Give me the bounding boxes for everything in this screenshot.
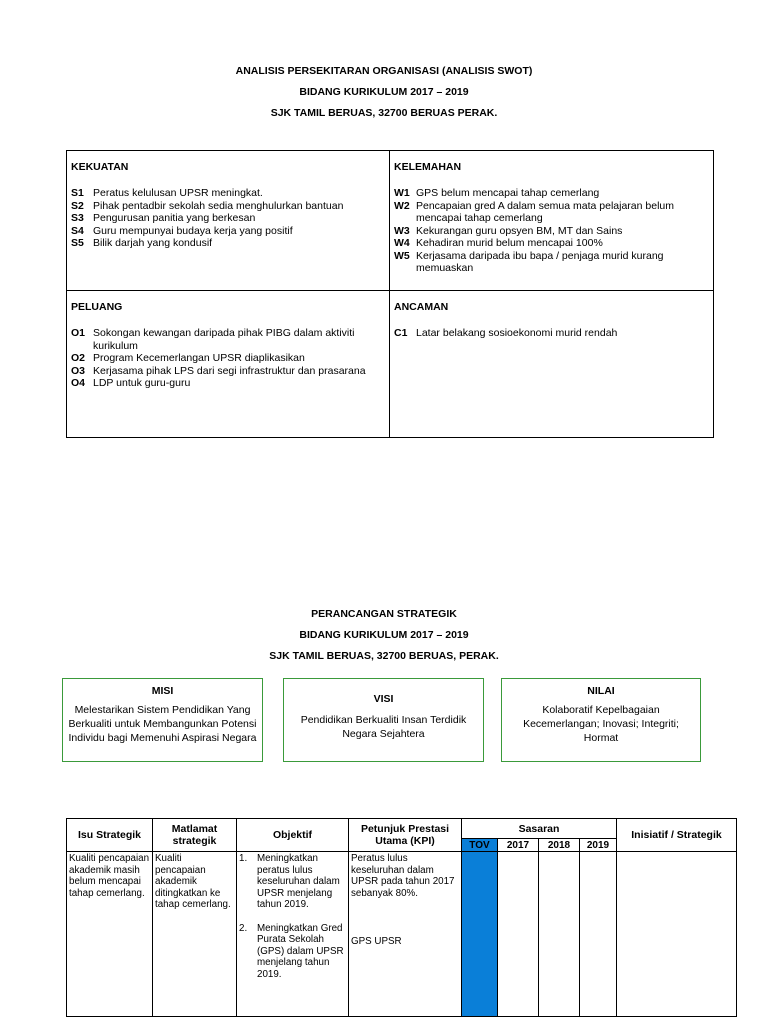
strategy-table [66, 818, 737, 1017]
swot-item: O2 Program Kecemerlangan UPSR diaplikasikan [71, 352, 305, 364]
strengths-title: KEKUATAN [71, 161, 129, 173]
header-tov: TOV [462, 839, 498, 852]
swot-subtitle: BIDANG KURIKULUM 2017 – 2019 [299, 86, 469, 98]
nilai-box [501, 678, 701, 762]
header-sasaran: Sasaran [462, 819, 617, 839]
header-objektif: Objektif [237, 819, 349, 852]
swot-item: O3 Kerjasama pihak LPS dari segi infrastruktur dan prasarana [71, 364, 366, 377]
swot-item: W1 GPS belum mencapai tahap cemerlang [394, 187, 600, 199]
header-isu: Isu Strategik [67, 819, 153, 852]
table-row [67, 852, 737, 1017]
cell-2018 [539, 852, 580, 1017]
swot-item: W3 Kekurangan guru opsyen BM, MT dan Sains [394, 224, 623, 237]
cell-inisiatif [617, 852, 737, 1017]
cell-matlamat: Kualiti pencapaian akademik ditingkatkan ke tahap cemerlang. [153, 852, 237, 1017]
swot-school: SJK TAMIL BERUAS, 32700 BERUAS PERAK. [270, 107, 498, 119]
swot-item: S2 Pihak pentadbir sekolah sedia menghulurkan bantuan [71, 199, 344, 212]
visi-text: Pendidikan Berkualiti Insan Terdidik Negara Sejahtera [300, 714, 467, 740]
strategy-title: PERANCANGAN STRATEGIK [311, 608, 457, 620]
misi-title: MISI [151, 685, 174, 697]
swot-table [66, 150, 714, 438]
header-2018: 2018 [539, 839, 580, 852]
cell-2017 [498, 852, 539, 1017]
cell-kpi [349, 852, 462, 1017]
strategy-school: SJK TAMIL BERUAS, 32700 BERUAS, PERAK. [269, 650, 499, 662]
cell-2019 [580, 852, 617, 1017]
kpi-item: GPS UPSR [351, 936, 402, 947]
header-inisiatif: Inisiatif / Strategik [617, 819, 737, 852]
misi-text: Melestarikan Sistem Pendidikan Yang Berkualiti untuk Membangunkan Potensi Individu bagi Memenuhi Aspirasi Negara [68, 704, 257, 744]
cell-objektif [237, 852, 349, 1017]
nilai-text: Kolaboratif Kepelbagaian Kecemerlangan; Inovasi; Integriti; Hormat [523, 704, 679, 744]
swot-item: S1 Peratus kelulusan UPSR meningkat. [71, 187, 263, 199]
header-matlamat: Matlamat strategik [153, 819, 237, 852]
nilai-title: NILAI [587, 685, 615, 697]
swot-item: W4 Kehadiran murid belum mencapai 100% [394, 237, 603, 249]
swot-item: W5 Kerjasama daripada ibu bapa / penjaga murid kurang memuaskan [394, 249, 664, 274]
misi-box [62, 678, 263, 762]
swot-item: S3 Pengurusan panitia yang berkesan [71, 212, 256, 224]
opportunities-list [71, 327, 385, 390]
opportunities-cell [67, 291, 390, 437]
threats-title: ANCAMAN [394, 301, 449, 313]
header-2019: 2019 [580, 839, 617, 852]
cell-isu: Kualiti pencapaian akademik masih belum mencapai tahap cemerlang. [67, 852, 153, 1017]
weaknesses-title: KELEMAHAN [394, 161, 462, 173]
objective-item: 1. Meningkatkan peratus lulus keseluruhan dalam UPSR menjelang tahun 2019. [239, 853, 340, 910]
strengths-cell [67, 151, 390, 291]
objective-item: 2. Meningkatkan Gred Purata Sekolah (GPS) dalam UPSR menjelang tahun 2019. [239, 922, 344, 980]
swot-item: W2 Pencapaian gred A dalam semua mata pelajaran belum mencapai tahap cemerlang [394, 199, 674, 224]
kpi-item: Peratus lulus keseluruhan dalam UPSR pada tahun 2017 sebanyak 80%. [351, 853, 455, 899]
header-2017: 2017 [498, 839, 539, 852]
header-kpi: Petunjuk Prestasi Utama (KPI) [349, 819, 462, 852]
strengths-list [71, 187, 385, 250]
swot-item: S4 Guru mempunyai budaya kerja yang positif [71, 224, 293, 237]
cell-tov [462, 852, 498, 1017]
strategy-subtitle: BIDANG KURIKULUM 2017 – 2019 [299, 629, 469, 641]
weaknesses-list [394, 187, 709, 275]
swot-item: O4 LDP untuk guru-guru [71, 377, 191, 389]
visi-title: VISI [373, 693, 394, 705]
threats-cell [390, 291, 713, 437]
weaknesses-cell [390, 151, 713, 291]
opportunities-title: PELUANG [71, 301, 123, 313]
swot-item: C1 Latar belakang sosioekonomi murid rendah [394, 327, 618, 339]
visi-box [283, 678, 484, 762]
swot-item: O1 Sokongan kewangan daripada pihak PIBG dalam aktiviti kurikulum [71, 327, 355, 352]
swot-item: S5 Bilik darjah yang kondusif [71, 237, 213, 249]
swot-title: ANALISIS PERSEKITARAN ORGANISASI (ANALISIS SWOT) [235, 65, 533, 77]
threats-list [394, 327, 709, 340]
